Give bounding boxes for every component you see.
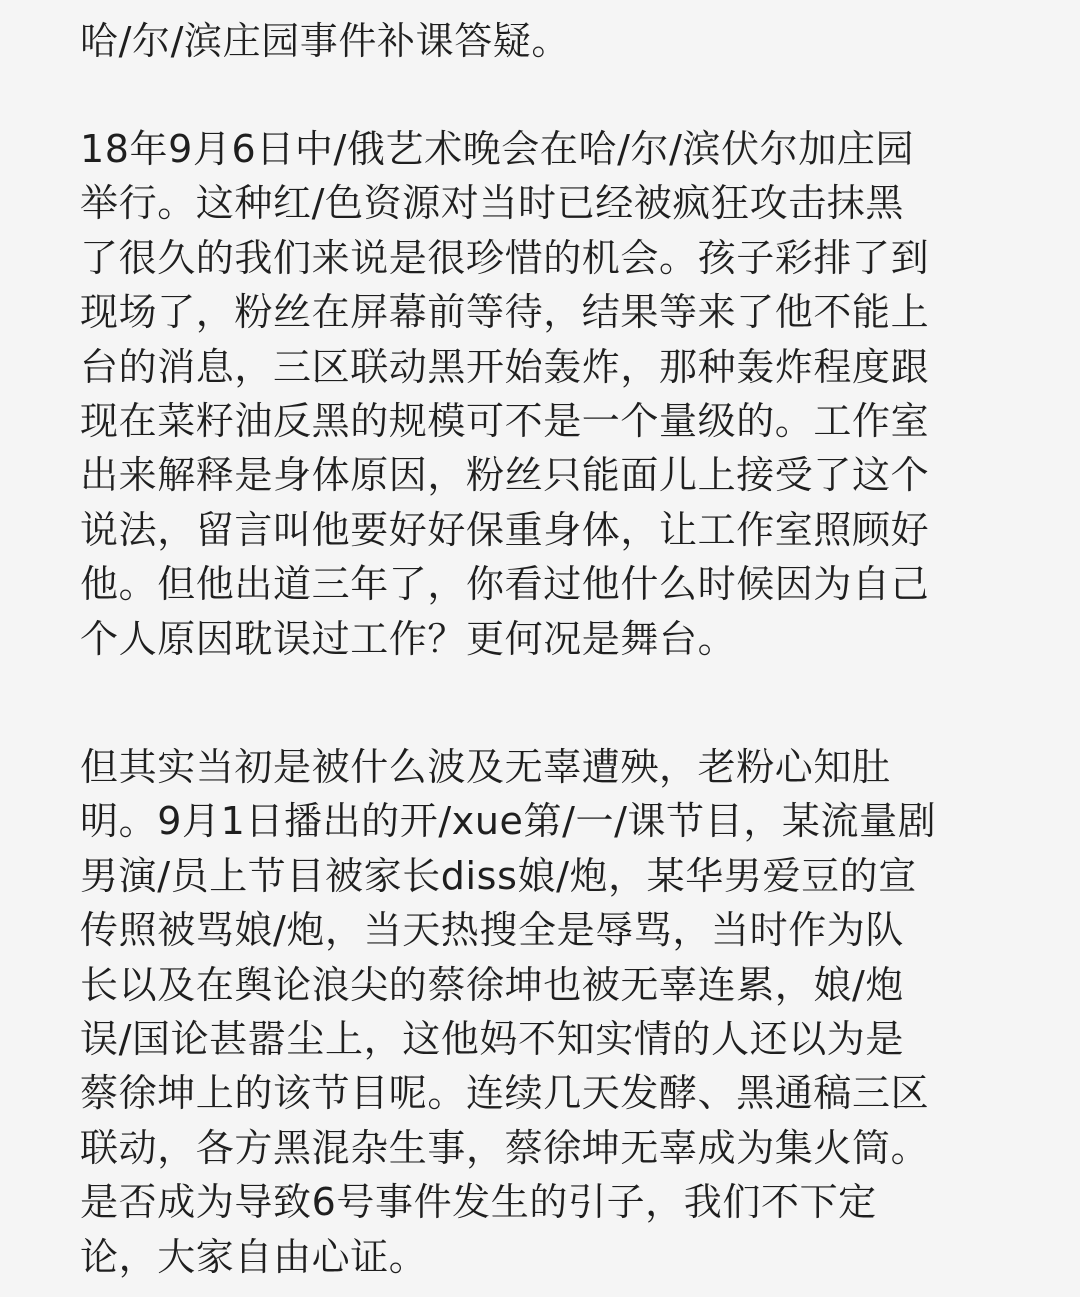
paragraph-line: 现在菜籽油反黑的规模可不是一个量级的。工作室 [80,398,930,443]
post-title [80,14,1010,68]
paragraph-line: 蔡徐坤上的该节目呢。连续几天发酵、黑通稿三区 [80,1071,930,1116]
paragraph-2 [80,740,1010,1284]
paragraph-line: 明。9月1日播出的开/xue第/一/课节目，某流量剧 [80,799,937,844]
paragraph-line: 举行。这种红/色资源对当时已经被疯狂攻击抹黑 [80,181,905,226]
paragraph-line: 误/国论甚嚣尘上，这他妈不知实情的人还以为是 [80,1016,905,1061]
title-line: 哈/尔/滨庄园事件补课答疑。 [80,19,571,63]
paragraph-line: 出来解释是身体原因，粉丝只能面儿上接受了这个 [80,453,930,498]
paragraph-line: 说法，留言叫他要好好保重身体，让工作室照顾好 [80,507,930,552]
paragraph-line: 是否成为导致6号事件发生的引子，我们不下定 [80,1180,877,1225]
paragraph-line: 了很久的我们来说是很珍惜的机会。孩子彩排了到 [80,235,930,280]
paragraph-line: 论，大家自由心证。 [80,1234,428,1279]
paragraph-line: 男演/员上节目被家长diss娘/炮，某华男爱豆的宣 [80,853,917,898]
paragraph-line: 联动，各方黑混杂生事，蔡徐坤无辜成为集火筒。 [80,1125,930,1170]
paragraph-line: 个人原因耽误过工作？更何况是舞台。 [80,616,737,661]
paragraph-line: 他。但他出道三年了，你看过他什么时候因为自己 [80,562,930,607]
paragraph-1 [80,122,1010,666]
paragraph-line: 传照被骂娘/炮，当天热搜全是辱骂，当时作为队 [80,908,905,953]
paragraph-line: 台的消息，三区联动黑开始轰炸，那种轰炸程度跟 [80,344,930,389]
paragraph-line: 但其实当初是被什么波及无辜遭殃，老粉心知肚 [80,745,891,789]
paragraph-line: 18年9月6日中/俄艺术晚会在哈/尔/滨伏尔加庄园 [80,127,915,171]
paragraph-line: 长以及在舆论浪尖的蔡徐坤也被无辜连累，娘/炮 [80,962,905,1007]
paragraph-line: 现场了，粉丝在屏幕前等待，结果等来了他不能上 [80,290,930,335]
